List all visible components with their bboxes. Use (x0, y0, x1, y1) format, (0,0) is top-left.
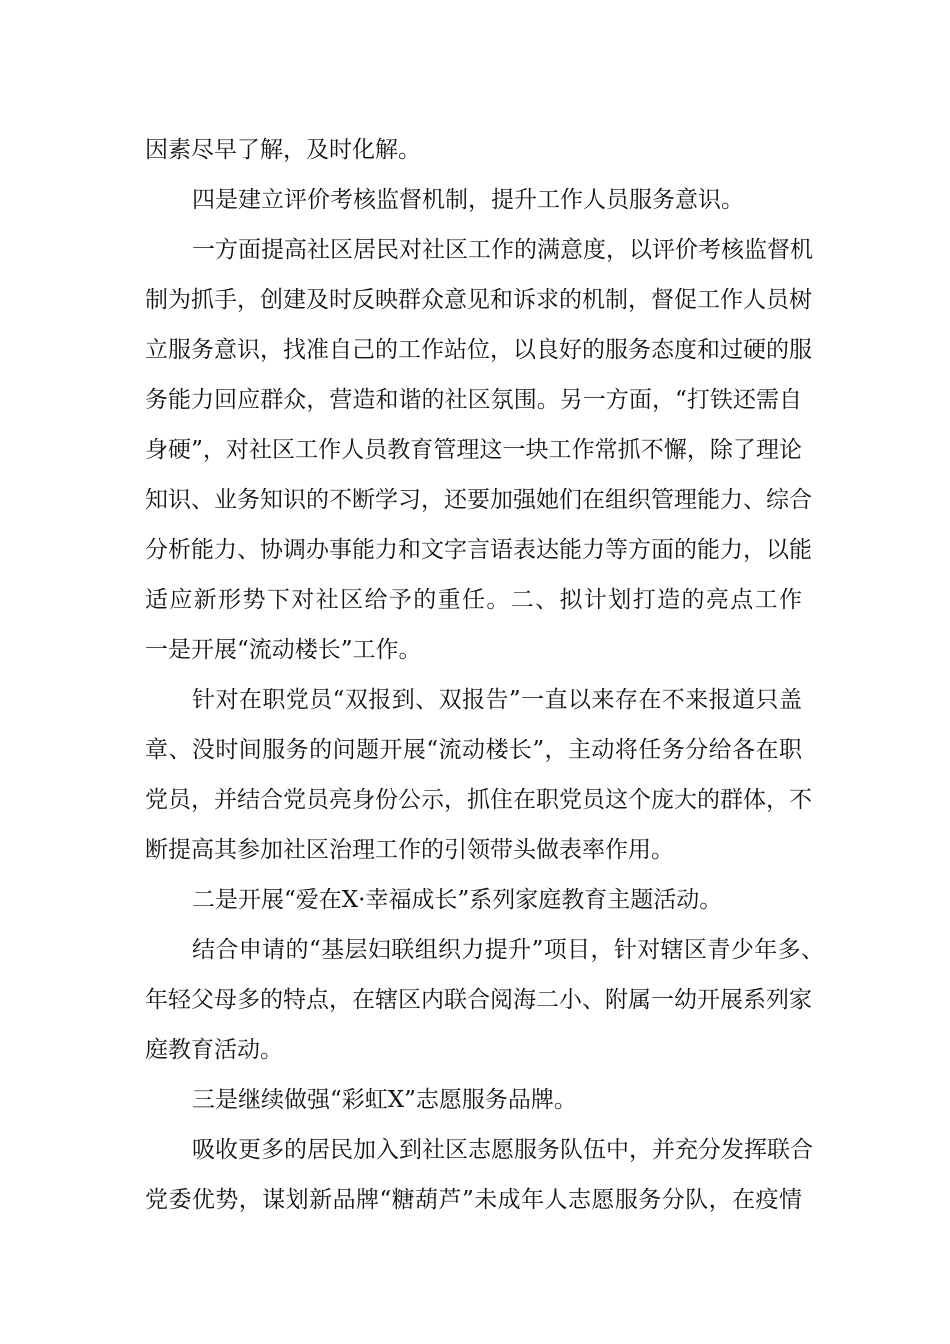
text-line-9: 分析能力、协调办事能力和文字言语表达能力等方面的能力，以能 (145, 537, 812, 563)
text-line-20: 三是继续做强“彩虹X”志愿服务品牌。 (192, 1087, 577, 1113)
text-line-17: 结合申请的“基层妇联组织力提升”项目，针对辖区青少年多、 (192, 937, 824, 963)
text-line-16: 二是开展“爱在X·幸福成长”系列家庭教育主题活动。 (192, 887, 723, 913)
text-line-21: 吸收更多的居民加入到社区志愿服务队伍中，并充分发挥联合 (192, 1137, 813, 1163)
text-line-22: 党委优势，谋划新品牌“糖葫芦”未成年人志愿服务分队，在疫情 (145, 1187, 802, 1213)
text-line-8: 知识、业务知识的不断学习，还要加强她们在组织管理能力、综合 (145, 487, 812, 513)
text-line-11: 一是开展“流动楼长”工作。 (145, 637, 422, 663)
text-line-13: 章、没时间服务的问题开展“流动楼长”，主动将任务分给各在职 (145, 737, 802, 763)
text-line-7: 身硬”，对社区工作人员教育管理这一块工作常抓不懈，除了理论 (145, 437, 802, 463)
text-line-5: 立服务意识，找准自己的工作站位，以良好的服务态度和过硬的服 (145, 337, 812, 363)
text-line-10: 适应新形势下对社区给予的重任。二、拟计划打造的亮点工作 (145, 587, 802, 613)
text-line-1: 因素尽早了解，及时化解。 (145, 137, 421, 163)
text-line-14: 党员，并结合党员亮身份公示，抓住在职党员这个庞大的群体，不 (145, 787, 812, 813)
text-line-19: 庭教育活动。 (145, 1037, 283, 1063)
text-line-4: 制为抓手，创建及时反映群众意见和诉求的机制，督促工作人员树 (145, 287, 812, 313)
text-line-18: 年轻父母多的特点，在辖区内联合阅海二小、附属一幼开展系列家 (145, 987, 812, 1013)
text-line-6: 务能力回应群众，营造和谐的社区氛围。另一方面，“打铁还需自 (145, 387, 802, 413)
text-line-12: 针对在职党员“双报到、双报告”一直以来存在不来报道只盖 (192, 687, 802, 713)
text-line-3: 一方面提高社区居民对社区工作的满意度，以评价考核监督机 (192, 237, 813, 263)
text-line-2: 四是建立评价考核监督机制，提升工作人员服务意识。 (192, 187, 744, 213)
text-line-15: 断提高其参加社区治理工作的引领带头做表率作用。 (145, 837, 674, 863)
